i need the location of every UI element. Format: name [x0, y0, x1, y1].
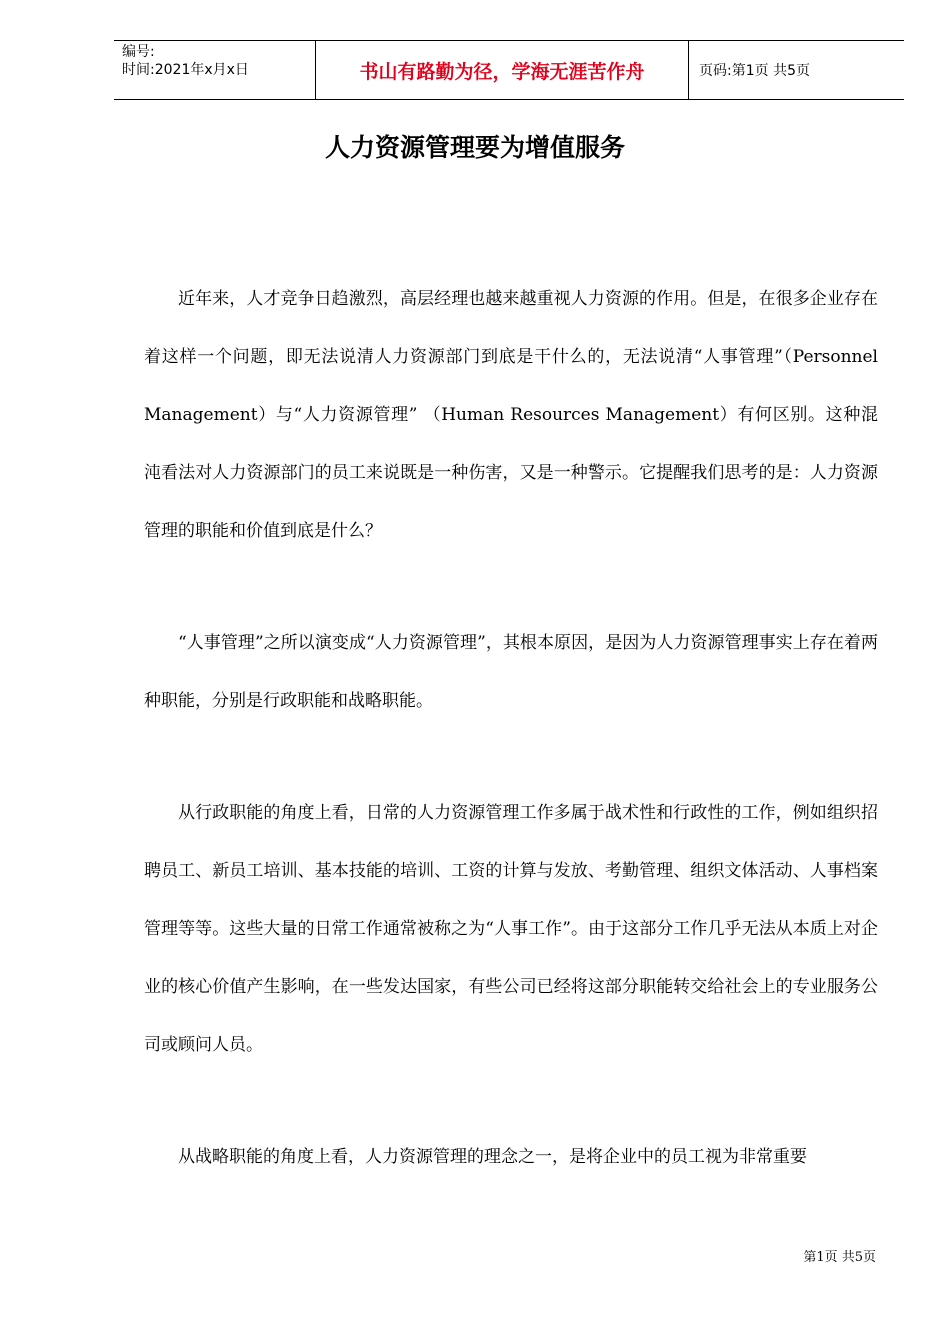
document-header	[114, 40, 904, 100]
document-title: 人力资源管理要为增值服务	[324, 133, 625, 162]
header-meta	[114, 41, 316, 99]
paragraph-3: 从行政职能的角度上看，日常的人力资源管理工作多属于战术性和行政性的工作，例如组织招聘员工、新员工培训、基本技能的培训、工资的计算与发放、考勤管理、组织文体活动、人事档案管理等等。这些大量的日常工作通常被称之为“人事工作”。由于这部分工作几乎无法从本质上对企业的核心价值产生影响，在一些发达国家，有些公司已经将这部分职能转交给社会上的专业服务公司或顾问人员。	[144, 803, 878, 1055]
page-footer: 第1页 共5页	[803, 1250, 876, 1265]
paragraph-1: 近年来，人才竞争日趋激烈，高层经理也越来越重视人力资源的作用。但是，在很多企业存在着这样一个问题，即无法说清人力资源部门到底是干什么的，无法说清“人事管理”（Personnel Management）与“人力资源管理” （Human Resources Management）有何区别。这种混沌看法对人力资源部门的员工来说既是一种伤害，又是一种警示。它提醒我们思考的是：人力资源管理的职能和价值到底是什么？	[144, 289, 878, 541]
serial-label: 编号:	[122, 44, 155, 60]
paragraph-2: “人事管理”之所以演变成“人力资源管理”，其根本原因，是因为人力资源管理事实上存在着两种职能，分别是行政职能和战略职能。	[144, 633, 878, 711]
header-motto: 书山有路勤为径，学海无涯苦作舟	[316, 41, 689, 99]
date-label: 时间:2021年x月x日	[122, 62, 249, 78]
paragraph-4: 从战略职能的角度上看，人力资源管理的理念之一，是将企业中的员工视为非常重要	[178, 1147, 807, 1167]
document-body	[144, 270, 878, 1186]
header-page-label: 页码:第1页 共5页	[699, 63, 810, 79]
